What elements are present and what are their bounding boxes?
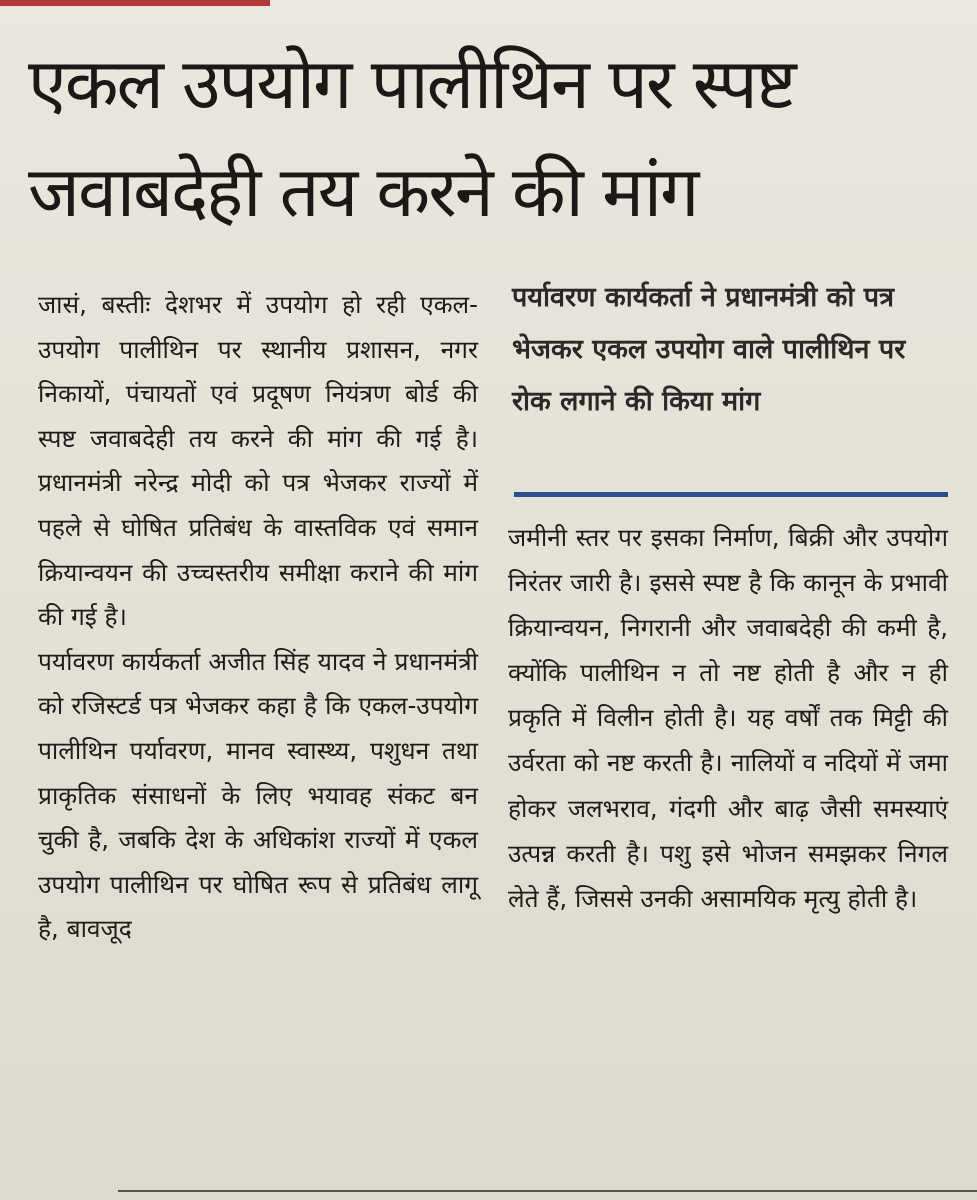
article-paragraph: जासं, बस्तीः देशभर में उपयोग हो रही एकल-उपयोग पालीथिन पर स्थानीय प्रशासन, नगर निकायों, पंचायतों एवं प्रदूषण नियंत्रण बोर्ड की स्पष्ट जवाबदेही तय करने की मांग की गई है। प्रधानमंत्री नरेन्द्र मोदी को पत्र भेजकर राज्यों में पहले से घोषित प्रतिबंध के वास्तविक एवं समान क्रियान्वयन की उच्चस्तरीय समीक्षा कराने की मांग की गई है। bbox=[38, 290, 478, 632]
article-paragraph: पर्यावरण कार्यकर्ता अजीत सिंह यादव ने प्रधानमंत्री को रजिस्टर्ड पत्र भेजकर कहा है कि एकल-उपयोग पालीथिन पर्यावरण, मानव स्वास्थ्य, पशुधन तथा प्राकृतिक संसाधनों के लिए भयावह संकट बन चुकी है, जबकि देश के अधिकांश राज्यों में एकल उपयोग पालीथिन पर घोषित रूप से प्रतिबंध लागू है, बावजूद bbox=[38, 646, 478, 944]
article-column-left bbox=[38, 283, 478, 952]
bottom-divider bbox=[118, 1190, 977, 1192]
subheadline: पर्यावरण कार्यकर्ता ने प्रधानमंत्री को पत्र भेजकर एकल उपयोग वाले पालीथिन पर रोक लगाने की किया मांग bbox=[512, 282, 906, 417]
headline: एकल उपयोग पालीथिन पर स्पष्ट जवाबदेही तय करने की मांग bbox=[28, 43, 795, 233]
subheadline-divider bbox=[514, 492, 948, 497]
top-color-marker bbox=[0, 0, 270, 6]
article-paragraph: जमीनी स्तर पर इसका निर्माण, बिक्री और उपयोग निरंतर जारी है। इससे स्पष्ट है कि कानून के प्रभावी क्रियान्वयन, निगरानी और जवाबदेही की कमी है, क्योंकि पालीथिन न तो नष्ट होती है और न ही प्रकृति में विलीन होती है। यह वर्षों तक मिट्टी की उर्वरता को नष्ट करती है। नालियों व नदियों में जमा होकर जलभराव, गंदगी और बाढ़ जैसी समस्याएं उत्पन्न करती है। पशु इसे भोजन समझकर निगल लेते हैं, जिससे उनकी असामयिक मृत्यु होती है। bbox=[508, 523, 948, 913]
article-column-right bbox=[508, 515, 948, 921]
